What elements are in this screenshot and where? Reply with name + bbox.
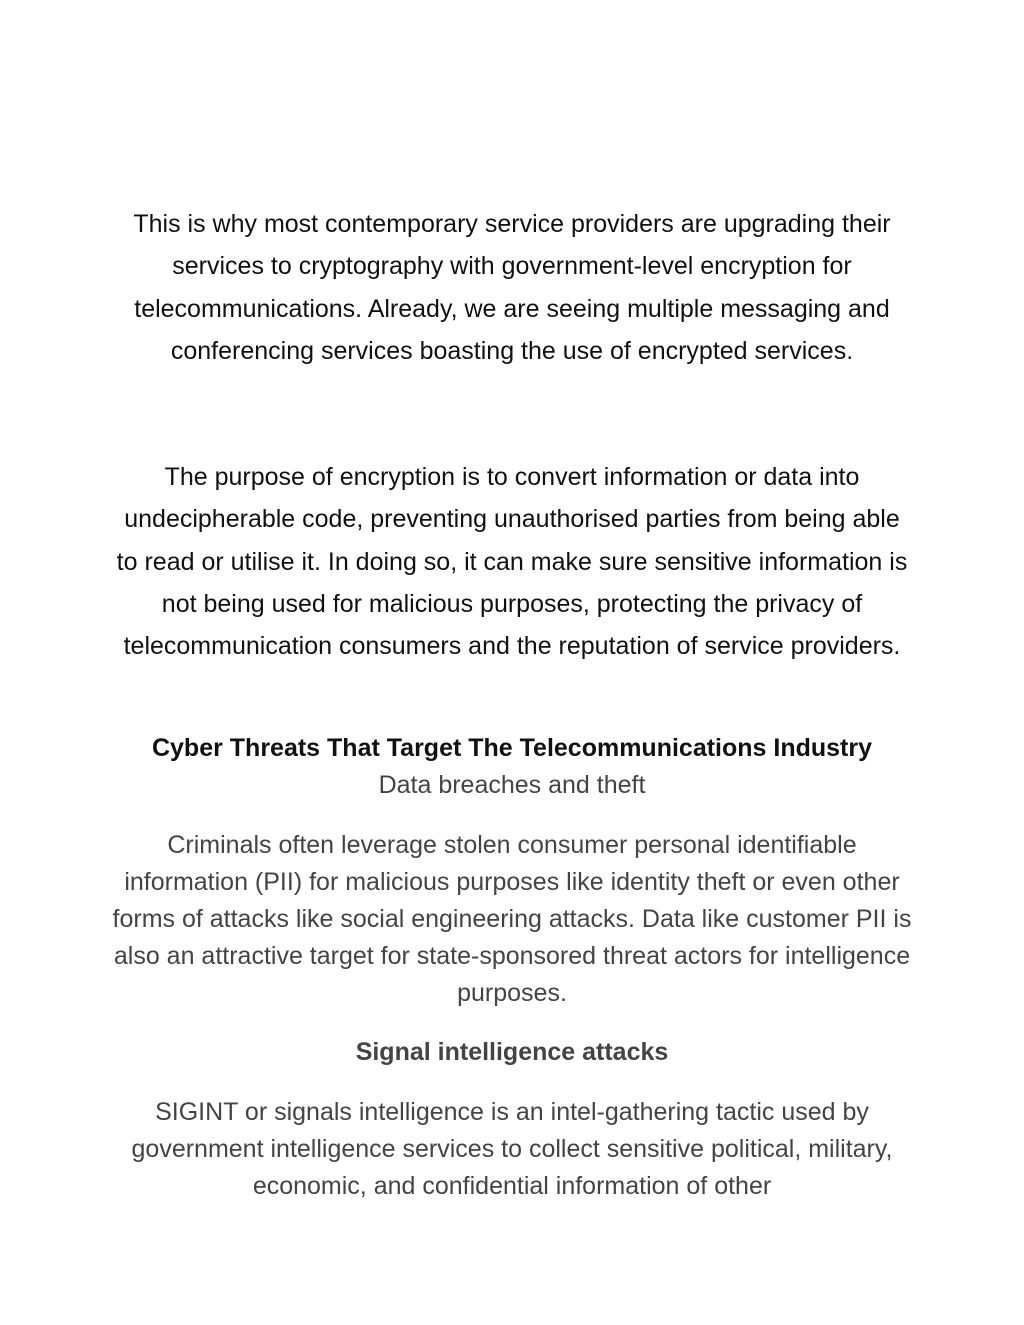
paragraph-purpose-of-encryption: The purpose of encryption is to convert information or data into undecipherable code, preventing unauthorised parties from being able to read or utilise it. In doing so, it can make sure sensitive information is not being used for malicious purposes, protecting the privacy of telecommunication consumers and the reputation of service providers.	[116, 463, 908, 661]
section-heading-signal-intelligence: Signal intelligence attacks	[355, 1038, 669, 1066]
paragraph-data-breaches: Criminals often leverage stolen consumer personal identifiable information (PII) for malicious purposes like identity theft or even other forms of attacks like social engineering attacks. Data like customer PII is also an attractive target for state-sponsored threat actors for intelligence purposes.	[112, 831, 912, 1007]
paragraph-encryption-upgrade: This is why most contemporary service providers are upgrading their services to cryptography with government-level encryption for telecommunications. Already, we are seeing multiple messaging and conferencing services boasting the use of encrypted services.	[133, 210, 891, 365]
subheading-data-breaches: Data breaches and theft	[378, 771, 646, 799]
paragraph-sigint: SIGINT or signals intelligence is an intel-gathering tactic used by government intelligence services to collect sensitive political, military, economic, and confidential information of other	[131, 1098, 893, 1200]
section-heading-cyber-threats: Cyber Threats That Target The Telecommunications Industry	[151, 734, 873, 762]
